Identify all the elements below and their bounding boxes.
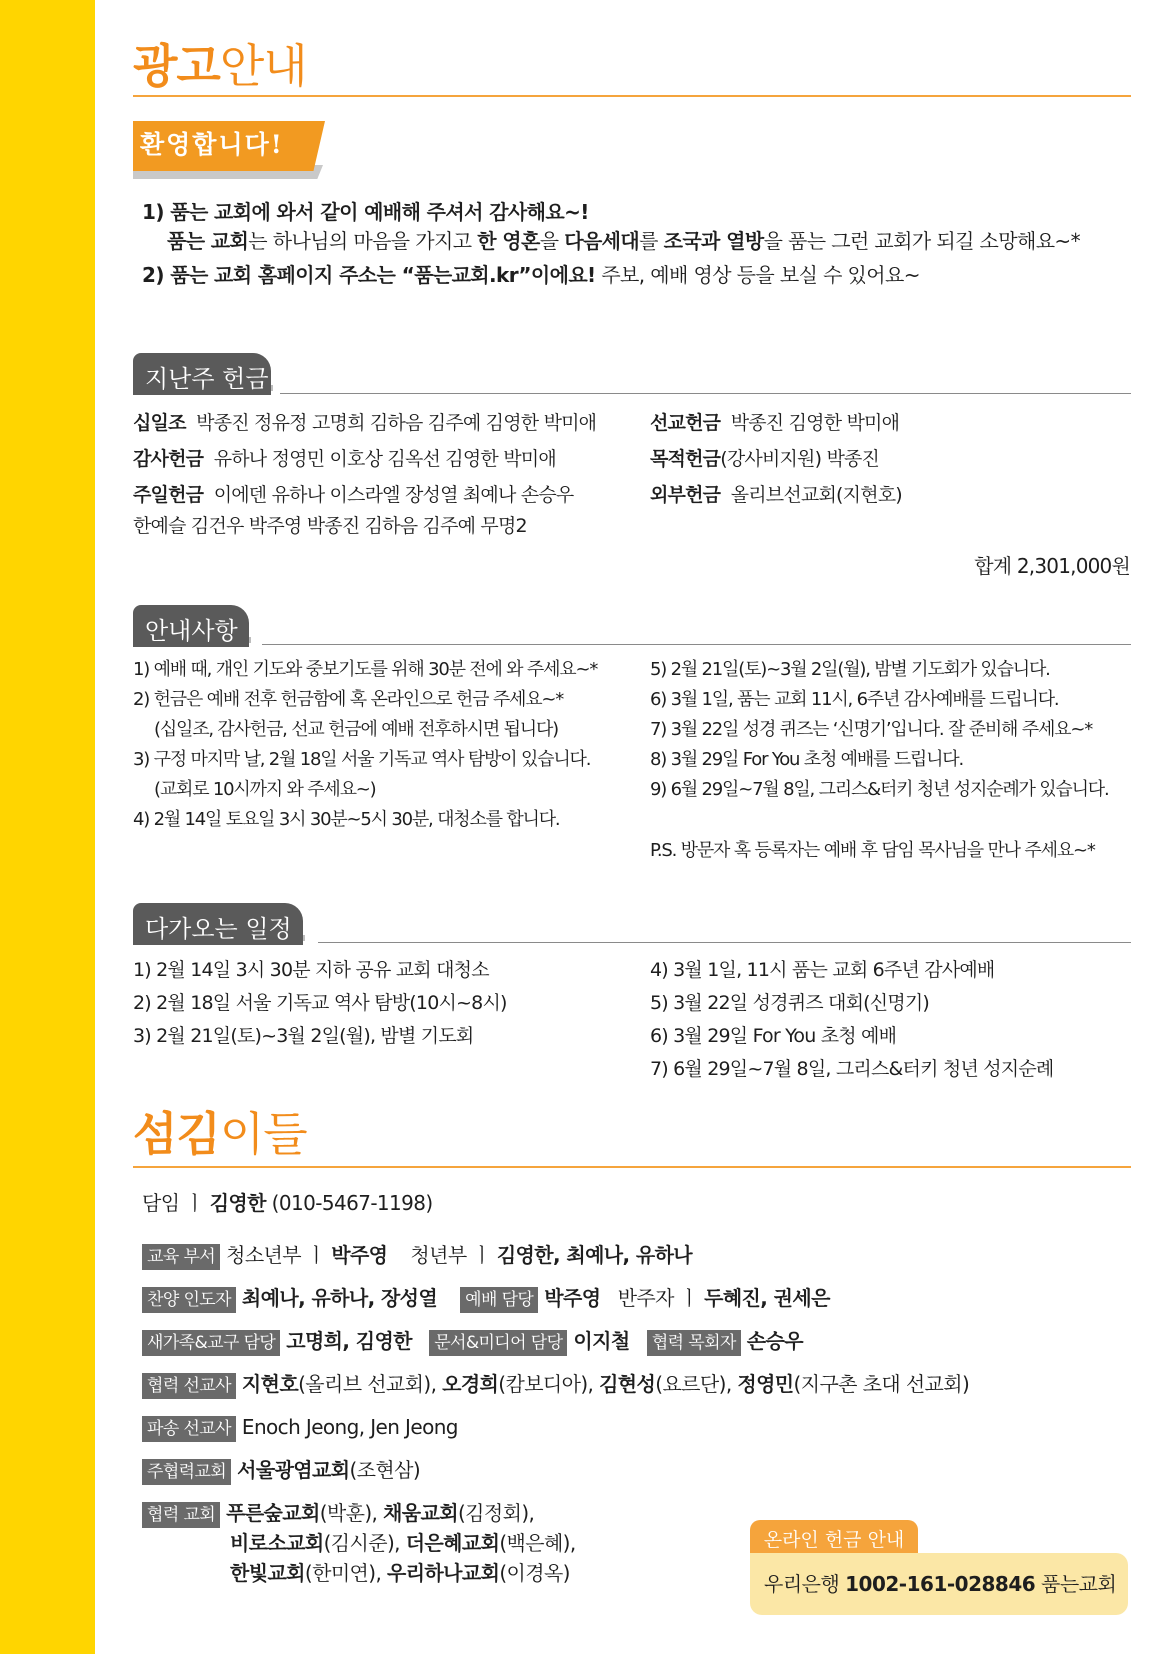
ad-line-1: 1) 품는 교회에 와서 같이 예배해 주셔서 감사해요~! [142, 200, 589, 224]
offering-tithe: 십일조 박종진 정유정 고명희 김하음 김주예 김영한 박미애 [133, 412, 597, 434]
staff-section-title [133, 1098, 307, 1164]
schedule-divider [318, 942, 1131, 943]
notice-3-detail: (교회로 10시까지 와 주세요~) [154, 779, 376, 800]
coop-church-label: 협력 교회 [142, 1502, 220, 1528]
offering-sunday-cont: 한예슬 김건우 박주영 박종진 김하음 김주예 무명2 [133, 515, 527, 537]
notice-5: 5) 2월 21일(토)~3월 2일(월), 밤별 기도회가 있습니다. [650, 659, 1050, 680]
staff-education-row: 교육 부서 청소년부 ㅣ 박주영 청년부 ㅣ 김영한, 최예나, 유하나 [142, 1240, 692, 1270]
offering-sunday: 주일헌금 이에덴 유하나 이스라엘 장성열 최예나 손승우 [133, 484, 574, 506]
ad-line-3: 2) 품는 교회 홈페이지 주소는 “품는교회.kr”이에요! 주보, 예배 영상 등을 보실 수 있어요~ [142, 263, 920, 287]
staff-divider [133, 1166, 1131, 1168]
offering-thanks: 감사헌금 유하나 정영민 이호상 김옥선 김영한 박미애 [133, 448, 556, 470]
notices-left-list [133, 655, 597, 835]
coop-pastor-label: 협력 목회자 [647, 1330, 741, 1356]
notice-2-detail: (십일조, 감사헌금, 선교 헌금에 예배 전후하시면 됩니다) [154, 719, 558, 740]
notice-8: 8) 3월 29일 For You 초청 예배를 드립니다. [650, 749, 964, 770]
notice-1: 1) 예배 때, 개인 기도와 중보기도를 위해 30분 전에 와 주세요~* [133, 659, 598, 680]
offering-total: 합계 2,301,000원 [974, 554, 1130, 578]
main-church-label: 주협력교회 [142, 1459, 231, 1485]
staff-coop-church-row-3: 한빛교회(한미연), 우리하나교회(이경옥) [230, 1561, 570, 1585]
staff-pastor: 담임 ㅣ 김영한 (010-5467-1198) [142, 1191, 433, 1215]
staff-sent-row: 파송 선교사 Enoch Jeong, Jen Jeong [142, 1412, 458, 1442]
praise-label: 찬양 인도자 [142, 1287, 236, 1313]
online-holder: 품는교회 [1035, 1572, 1117, 1596]
ad-title-light: 안내 [219, 39, 307, 93]
welcome-text: 환영합니다! [140, 130, 284, 159]
ad-title-bold: 광고 [133, 39, 220, 93]
ad-line-2: 품는 교회는 하나님의 마음을 가지고 한 영혼을 다음세대를 조국과 열방을 품는 그런 교회가 되길 소망해요~* [167, 229, 1080, 253]
media-label: 문서&미디어 담당 [429, 1330, 567, 1356]
staff-praise-row: 찬양 인도자 최예나, 유하나, 장성열 예배 담당 박주영 반주자 ㅣ 두혜진, 권세은 [142, 1283, 830, 1313]
notice-4: 4) 2월 14일 토요일 3시 30분~5시 30분, 대청소를 합니다. [133, 809, 560, 830]
offering-divider [280, 393, 1131, 394]
online-offering-box [750, 1553, 1128, 1615]
notice-6: 6) 3월 1일, 품는 교회 11시, 6주년 감사예배를 드립니다. [650, 689, 1059, 710]
offering-right-list [650, 405, 902, 513]
staff-family-row: 새가족&교구 담당 고명희, 김영한 문서&미디어 담당 이지철 협력 목회자 손승우 [142, 1326, 803, 1356]
schedule-item-4: 4) 3월 1일, 11시 품는 교회 6주년 감사예배 [650, 959, 995, 981]
offering-tab: 지난주 헌금 [133, 353, 271, 395]
online-account: 1002-161-028846 [845, 1572, 1036, 1596]
schedule-item-3: 3) 2월 21일(토)~3월 2일(월), 밤별 기도회 [133, 1025, 474, 1047]
offering-left-list [133, 405, 596, 539]
edu-label: 교육 부서 [142, 1244, 220, 1270]
schedule-item-7: 7) 6월 29일~7월 8일, 그리스&터키 청년 성지순례 [650, 1058, 1054, 1080]
staff-coop-church-row: 협력 교회 푸른숲교회(박훈), 채움교회(김정회), [142, 1498, 534, 1528]
offering-purpose: 목적헌금(강사비지원) 박종진 [650, 448, 880, 470]
notice-9: 9) 6월 29일~7월 8일, 그리스&터키 청년 성지순례가 있습니다. [650, 779, 1109, 800]
schedule-item-5: 5) 3월 22일 성경퀴즈 대회(신명기) [650, 992, 930, 1014]
online-offering-tag: 온라인 헌금 안내 [750, 1520, 918, 1560]
notices-tab: 안내사항 [133, 605, 249, 647]
notice-2: 2) 헌금은 예배 전후 헌금함에 혹 온라인으로 헌금 주세요~* [133, 689, 564, 710]
notices-right-list [650, 655, 1109, 866]
schedule-right-list [650, 954, 1053, 1086]
notice-ps: P.S. 방문자 혹 등록자는 예배 후 담임 목사님을 만나 주세요~* [650, 840, 1095, 861]
notice-7: 7) 3월 22일 성경 퀴즈는 ‘신명기’입니다. 잘 준비해 주세요~* [650, 719, 1093, 740]
schedule-left-list [133, 954, 507, 1053]
family-label: 새가족&교구 담당 [142, 1330, 280, 1356]
schedule-item-6: 6) 3월 29일 For You 초청 예배 [650, 1025, 897, 1047]
schedule-item-2: 2) 2월 18일 서울 기독교 역사 탐방(10시~8시) [133, 992, 507, 1014]
ad-divider [133, 95, 1131, 97]
missionary-label: 협력 선교사 [142, 1373, 236, 1399]
schedule-item-1: 1) 2월 14일 3시 30분 지하 공유 교회 대청소 [133, 959, 489, 981]
yellow-sidebar [0, 0, 95, 1654]
ad-section-title [133, 30, 307, 96]
offering-external: 외부헌금 올리브선교회(지현호) [650, 484, 902, 506]
staff-title-light: 이들 [219, 1107, 307, 1161]
schedule-tab: 다가오는 일정 [133, 903, 303, 945]
staff-coop-church-row-2: 비로소교회(김시준), 더은혜교회(백은혜), [230, 1531, 576, 1555]
online-bank: 우리은행 [764, 1572, 846, 1596]
offering-mission: 선교헌금 박종진 김영한 박미애 [650, 412, 900, 434]
worship-label: 예배 담당 [460, 1287, 538, 1313]
staff-main-church-row: 주협력교회 서울광염교회(조현삼) [142, 1455, 420, 1485]
staff-title-bold: 섬김 [133, 1107, 220, 1161]
sent-label: 파송 선교사 [142, 1416, 236, 1442]
staff-missionary-row: 협력 선교사 지현호(올리브 선교회), 오경희(캄보디아), 김현성(요르단), 정영민(지구촌 초대 선교회) [142, 1369, 969, 1399]
notice-3: 3) 구정 마지막 날, 2월 18일 서울 기독교 역사 탐방이 있습니다. [133, 749, 591, 770]
notices-divider [262, 644, 1131, 645]
